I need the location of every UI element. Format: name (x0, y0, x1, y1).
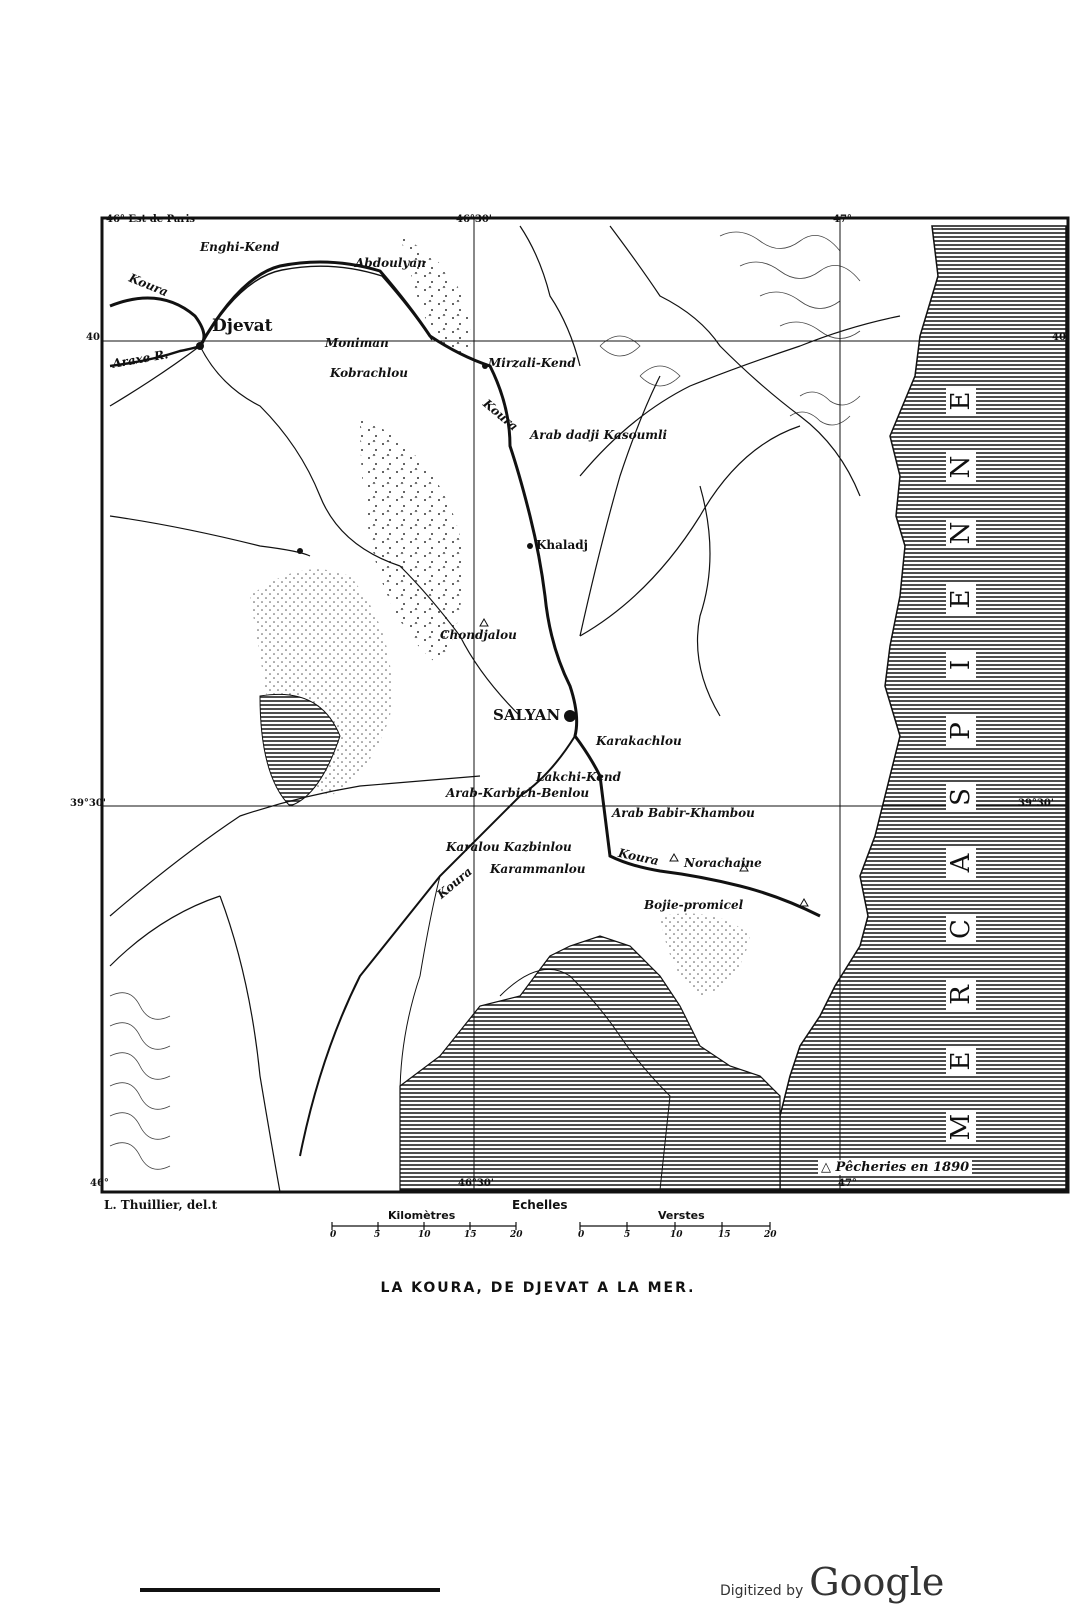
sea-letter: A (946, 848, 976, 878)
graticule-label-top-mid: 46°30' (456, 214, 492, 225)
place-norachaine: Norachaine (684, 856, 762, 870)
place-enghi-kend: Enghi-Kend (200, 240, 280, 254)
scale-km-tick: 0 (330, 1230, 337, 1240)
graticule-label-top-left: 46° Est de Paris (106, 214, 196, 225)
graticule-label-bottom-right: 47° (838, 1178, 857, 1189)
place-khaladj: Khaladj (536, 538, 588, 552)
place-chondjalou: Chondjalou (440, 628, 517, 642)
place-karakachlou: Karakachlou (596, 734, 682, 748)
place-mirzali-kend: Mirzali-Kend (488, 356, 576, 370)
legend-fisheries: △ Pêcheries en 1890 (818, 1160, 972, 1175)
place-bojie: Bojie-promicel (644, 898, 744, 912)
place-koura-sw: Koura (434, 864, 475, 902)
scale-km-tick: 5 (374, 1230, 381, 1240)
scale-km-tick: 10 (418, 1230, 431, 1240)
sea-letter: C (946, 914, 976, 944)
digitized-watermark (720, 1560, 1050, 1604)
scale-km-tick: 20 (510, 1230, 523, 1240)
place-araxe: Araxe R. (111, 347, 170, 371)
place-koura-mid: Koura (480, 396, 521, 434)
graticule-label-bottom-left: 46° (90, 1178, 109, 1189)
place-koura-top: Koura (126, 270, 171, 300)
place-lakchi-kend: Lakchi-Kend (536, 770, 622, 784)
sea-letter: S (946, 782, 976, 812)
place-koura-low: Koura (616, 845, 661, 869)
scale-versts-tick: 0 (578, 1230, 585, 1240)
place-arab-babir: Arab Babir-Khambou (612, 806, 755, 820)
graticule-label-top-right: 47° (833, 214, 852, 225)
place-karalou: Karalou Kazbinlou (446, 840, 572, 854)
map-caption: LA KOURA, DE DJEVAT A LA MER. (380, 1280, 696, 1296)
sea-letter: E (946, 386, 976, 416)
sea-letter: I (946, 650, 976, 680)
scan-edge-mark (140, 1588, 440, 1592)
sea-letter: P (946, 716, 976, 746)
scale-versts-tick: 5 (624, 1230, 631, 1240)
place-abdoulyan: Abdoulyan (355, 256, 426, 270)
place-arab-dadji: Arab dadji Kasoumli (530, 428, 668, 442)
place-arab-karbich: Arab-Karbich-Benlou (446, 786, 590, 800)
graticule-label-left-lower: 39°30' (70, 798, 106, 809)
scale-title: Echelles (512, 1198, 568, 1212)
graticule-label-left-upper: 40 (86, 332, 100, 343)
credit-text: L. Thuillier, del.t (104, 1198, 218, 1212)
scale-versts-label: Verstes (658, 1209, 705, 1222)
place-moniman: Moniman (325, 336, 389, 350)
sea-letter: E (946, 584, 976, 614)
sea-letter: N (946, 452, 976, 482)
scale-versts-tick: 20 (764, 1230, 777, 1240)
place-djevat: Djevat (212, 316, 273, 336)
graticule-label-right-upper: 40 (1052, 332, 1066, 343)
sea-letter: N (946, 518, 976, 548)
graticule-label-right-lower: 39°30' (1018, 798, 1054, 809)
watermark-prefix: Digitized by (720, 1583, 804, 1599)
scale-versts-tick: 15 (718, 1230, 731, 1240)
map-frame (70, 214, 1070, 1194)
map-svg (100, 216, 1070, 1194)
place-salyan: SALYAN (493, 706, 561, 724)
sea-letter: R (946, 980, 976, 1010)
graticule-label-bottom-mid: 46°30' (458, 1178, 494, 1189)
place-karammanlou: Karammanlou (490, 862, 586, 876)
scale-km-tick: 15 (464, 1230, 477, 1240)
sea-letter: M (946, 1113, 976, 1141)
scale-km-label: Kilomètres (388, 1209, 456, 1222)
sea-label (946, 386, 976, 1142)
scale-versts-tick: 10 (670, 1230, 683, 1240)
sea-letter: E (946, 1046, 976, 1076)
watermark-brand: Google (809, 1560, 945, 1604)
place-kobrachlou: Kobrachlou (330, 366, 408, 380)
